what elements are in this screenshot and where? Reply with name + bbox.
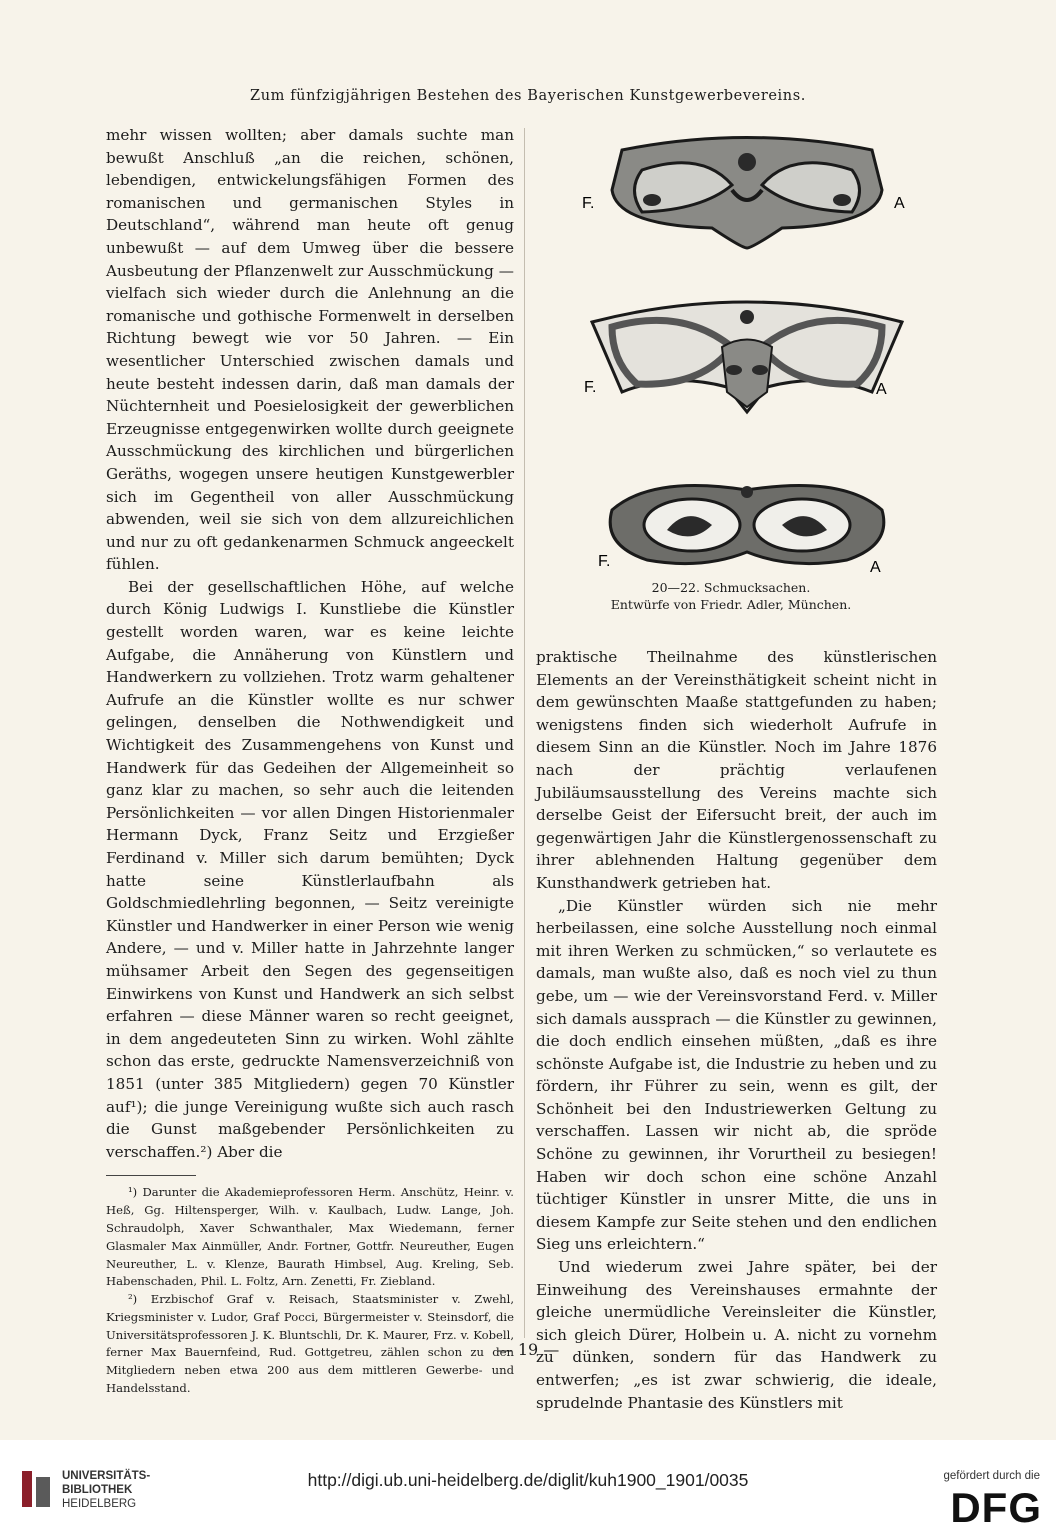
monogram-a: A xyxy=(894,195,905,212)
funding-note: gefördert durch die xyxy=(943,1470,1040,1482)
running-header: Zum fünfzigjährigen Bestehen des Bayerischen Kunstgewerbevereins. xyxy=(250,88,806,104)
right-column xyxy=(536,646,937,1414)
library-name-line3: HEIDELBERG xyxy=(62,1498,137,1510)
dfg-logo: DFG xyxy=(950,1484,1042,1531)
footnote-2: ²) Erzbischof Graf v. Reisach, Staatsminister v. Zwehl, Kriegsminister v. Ludor, Graf Pocci, Bürgermeister v. Steinsdorf, die Universitätsprofessoren J. K. Bluntschli, Dr. K. Maurer, Frz. v. Kobell, ferner Max Bauernfeind, Rud. Gottgetreu, zählen schon zu den Mitgliedern neben etwa 200 aus dem mittleren Gewerbe- und Handelsstand. xyxy=(106,1292,514,1396)
monogram-a-21: A xyxy=(876,381,887,398)
monogram-f: F. xyxy=(582,195,595,212)
column-divider xyxy=(524,128,525,1338)
jewelry-design-22 xyxy=(592,470,902,575)
right-paragraph-2: „Die Künstler würden sich nie mehr herbeilassen, eine solche Ausstellung noch einmal mit ihren Werken zu schmücken,“ so verlautete es damals, man wußte also, daß es noch viel zu thun gebe, um — wie der Vereinsvorstand Ferd. v. Miller sich damals aussprach — die Künstler zu gewinnen, die doch endlich einsehen müßten, „daß es ihre schönste Aufgabe ist, die Industrie zu heben und zu fördern, ihr Führer zu sein, wenn es gilt, der Schönheit bei den Industriewerken Geltung zu verschaffen. Lassen wir nicht ab, die spröde Schöne zu gewinnen, ihr Vorurtheil zu besiegen! Haben wir doch schon eine schöne Anzahl tüchtiger Künstler in unsrer Mitte, die uns in diesem Kampfe zur Seite stehen und den endlichen Sieg uns erleichtern.“ xyxy=(536,896,937,1254)
page-number: — 19 — xyxy=(496,1340,560,1359)
monogram-a-22: A xyxy=(870,559,881,575)
footnote-1: ¹) Darunter die Akademieprofessoren Herm. Anschütz, Heinr. v. Heß, Gg. Hiltensperger, Wilh. v. Kaulbach, Ludw. Lange, Joh. Schraudolph, Xaver Schwanthaler, Max Wiedemann, ferner Glasmaler Max Ainmüller, Andr. Fortner, Gottfr. Neureuther, Eugen Neureuther, L. v. Klenze, Baurath Himbsel, Aug. Kreling, Seb. Habenschaden, Phil. L. Foltz, Arn. Zenetti, Fr. Ziebland. xyxy=(106,1185,514,1289)
figure-caption-title: 20—22. Schmucksachen. xyxy=(651,580,811,595)
jewelry-design-20 xyxy=(582,130,912,255)
monogram-f-22: F. xyxy=(598,553,611,570)
library-name-line1: UNIVERSITÄTS- xyxy=(62,1470,151,1482)
left-column xyxy=(106,124,514,1398)
figure-caption-credit: Entwürfe von Friedr. Adler, München. xyxy=(610,597,852,612)
jewelry-design-21 xyxy=(582,292,912,417)
left-paragraph-2: Bei der gesellschaftlichen Höhe, auf welche durch König Ludwigs I. Kunstliebe die Künstler gestellt worden waren, war es keine leichte Aufgabe, die Annäherung von Künstlern und Handwerkern zu vollziehen. Trotz warm gehaltener Aufrufe an die Künstler wollte es nur schwer gelingen, denselben die Nothwendigkeit und Wichtigkeit des Zusammengehens von Kunst und Handwerk für das Gedeihen der Allgemeinheit so ganz klar zu machen, so sehr auch die leitenden Persönlichkeiten — vor allen Dingen Historienmaler Hermann Dyck, Franz Seitz und Erzgießer Ferdinand v. Miller sich darum bemühten; Dyck hatte seine Künstlerlaufbahn als Goldschmiedlehrling begonnen, — Seitz vereinigte Künstler und Handwerker in einer Person wie wenig Andere, — und v. Miller hatte in Jahrzehnte langer mühsamer Arbeit den Segen des gegenseitigen Einwirkens von Kunst und Handwerk an sich selbst erfahren — diese Männer waren so recht geeignet, in dem angedeuteten Sinn zu wirken. Wohl zählte schon das erste, gedruckte Namensverzeichniß von 1851 (unter 385 Mitgliedern) gegen 70 Künstler auf¹); die junge Vereinigung wußte sich auch rasch die Gunst maßgebender Persönlichkeiten zu verschaffen.²) Aber die xyxy=(106,577,514,1161)
right-paragraph-1: praktische Theilnahme des künstlerischen Elements an der Vereinsthätigkeit scheint nicht in dem gewünschten Maaße stattgefunden zu haben; wenigstens finden sich wiederholt Aufrufe in diesem Sinn an die Künstler. Noch im Jahre 1876 nach der prächtig verlaufenen Jubiläumsausstellung des Vereins machte sich derselbe Geist der Eifersucht breit, der auch im gegenwärtigen Jahr die Künstlergenossenschaft zu ihrer ablehnenden Haltung gegenüber dem Kunsthandwerk getrieben hat. xyxy=(536,648,937,892)
right-paragraph-3: Und wiederum zwei Jahre später, bei der Einweihung des Vereinshauses ermahnte der gleiche unermüdliche Vereinsleiter die Künstler, sich gleich Dürer, Holbein u. A. nicht zu vornehm zu dünken, sondern für das Handwerk zu entwerfen; „es ist zwar schwierig, die ideale, sprudelnde Phantasie des Künstlers mit xyxy=(536,1258,937,1412)
left-paragraph-1: mehr wissen wollten; aber damals suchte man bewußt Anschluß „an die reichen, schönen, lebendigen, entwickelungsfähigen Formen des romanischen und germanischen Styles in Deutschland“, während man heute oft genug unbewußt — auf dem Umweg über die bessere Ausbeutung der Pflanzenwelt zur Ausschmückung — vielfach sich wieder durch die Anlehnung an die romanische und gothische Formenwelt in derselben Richtung bewegt wie vor 50 Jahren. — Ein wesentlicher Unterschied zwischen damals und heute besteht indessen darin, daß man damals der Nüchternheit und Poesielosigkeit der gewerblichen Erzeugnisse entgegenwirken wollte durch geeignete Ausschmückung des kirchlichen und bürgerlichen Geräths, wogegen unsere heutigen Kunstgewerbler sich im Gegentheil von aller Ausschmückung abwenden, weil sie sich von dem allzureichlichen und nur zu oft gedankenarmen Schmuck angeeckelt fühlen. xyxy=(106,126,514,574)
digital-url-link[interactable]: http://digi.ub.uni-heidelberg.de/diglit/kuh1900_1901/0035 xyxy=(307,1470,749,1490)
monogram-f-21: F. xyxy=(584,379,597,396)
library-name-line2: BIBLIOTHEK xyxy=(62,1484,133,1496)
footnote-rule xyxy=(106,1175,196,1176)
